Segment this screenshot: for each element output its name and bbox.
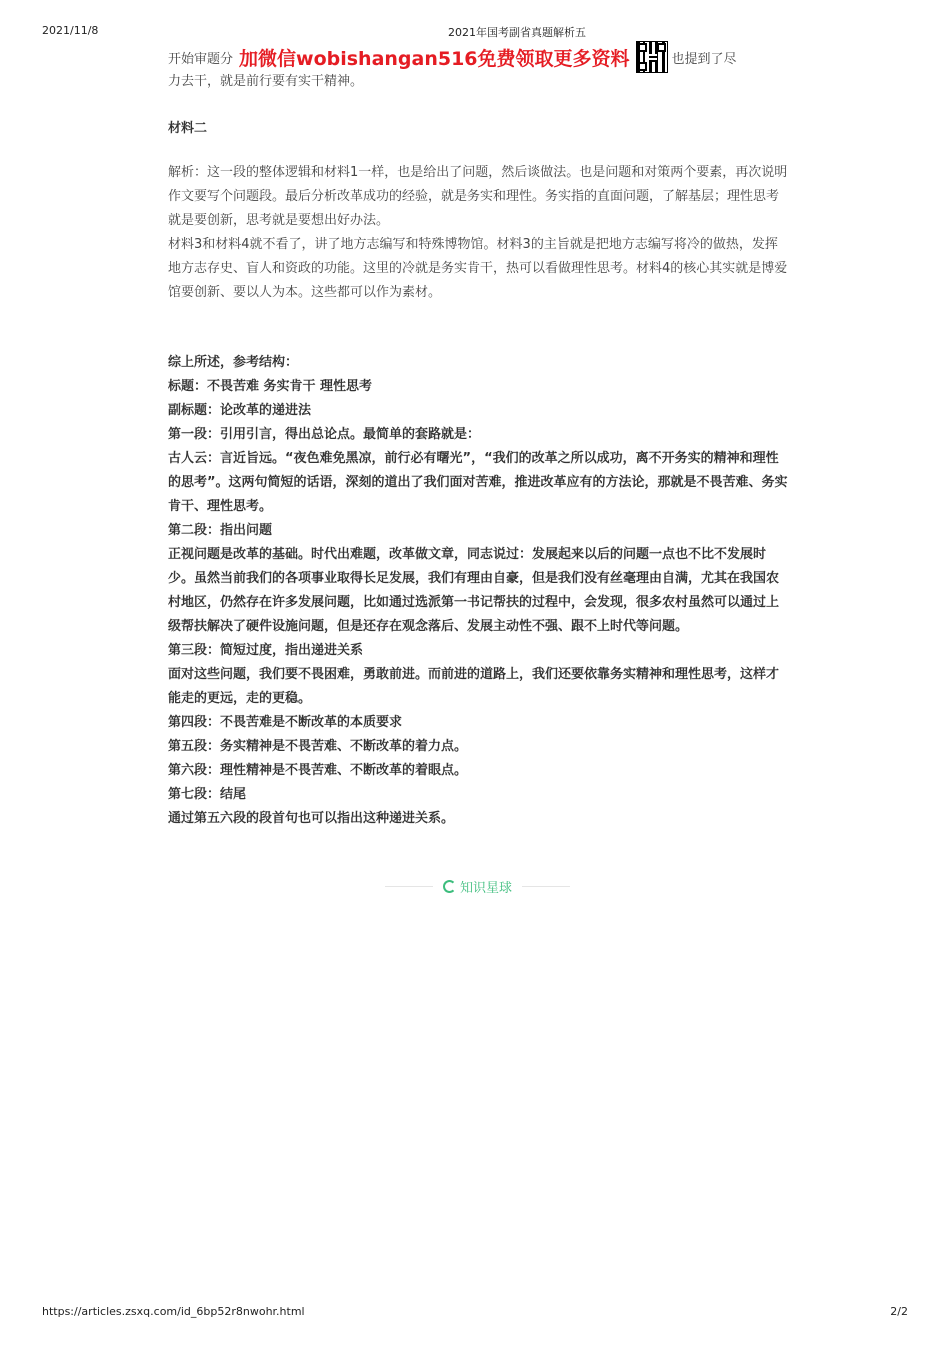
footer-brand: [385, 875, 570, 897]
analysis-paragraph: 材料3和材料4就不看了，讲了地方志编写和特殊博物馆。材料3的主旨就是把地方志编写将冷的做热，发挥地方志存史、盲人和资政的功能。这里的冷就是务实肯干，热可以看做理性思考。材料4的核心其实就是博爱馆要创新、要以人为本。这些都可以作为素材。: [168, 237, 788, 300]
page-number: 2/2: [890, 1305, 908, 1318]
article-content: [168, 44, 788, 831]
divider: [522, 886, 570, 887]
structure-line: 综上所述，参考结构：: [168, 355, 299, 370]
structure-line: 古人云：言近旨远。“夜色难免黑凉，前行必有曙光”，“我们的改革之所以成功，离不开务实的精神和理性的思考”。这两句简短的话语，深刻的道出了我们面对苦难，推进改革应有的方法论，那就是不畏苦难、务实肯干、理性思考。: [168, 451, 788, 514]
structure-line: 通过第五六段的段首句也可以指出这种递进关系。: [168, 811, 455, 826]
header-date: 2021/11/8: [42, 24, 99, 37]
structure-line: 第一段：引用引言，得出总论点。最简单的套路就是：: [168, 427, 481, 442]
structure-line: 面对这些问题，我们要不畏困难，勇敢前进。而前进的道路上，我们还要依靠务实精神和理性思考，这样才能走的更远，走的更稳。: [168, 667, 780, 706]
structure-line: 第六段：理性精神是不畏苦难、不断改革的着眼点。: [168, 763, 468, 778]
watermark-text: 加微信wobishangan516免费领取更多资料: [239, 47, 630, 70]
structure-line: 第五段：务实精神是不畏苦难、不断改革的着力点。: [168, 739, 468, 754]
header-title: 2021年国考副省真题解析五: [448, 26, 586, 39]
zsxq-logo-icon: [443, 880, 456, 893]
structure-line: 第四段：不畏苦难是不断改革的本质要求: [168, 715, 403, 730]
qr-code-icon: [636, 41, 668, 73]
divider: [385, 886, 433, 887]
structure-line: 标题：不畏苦难 务实肯干 理性思考: [168, 379, 373, 394]
first-line: [168, 44, 788, 70]
footer-url: https://articles.zsxq.com/id_6bp52r8nwohr.html: [42, 1305, 305, 1318]
structure-line: 第二段：指出问题: [168, 523, 273, 538]
analysis-paragraph: 解析：这一段的整体逻辑和材料1一样，也是给出了问题，然后谈做法。也是问题和对策两个要素，再次说明作文要写个问题段。最后分析改革成功的经验，就是务实和理性。务实指的直面问题，了解基层；理性思考就是要创新，思考就是要想出好办法。: [168, 165, 788, 228]
structure-line: 第三段：简短过度，指出递进关系: [168, 643, 364, 658]
structure-line: 第七段：结尾: [168, 787, 247, 802]
section-title: 材料二: [168, 121, 208, 136]
paragraph-continuation: 力去干，就是前行要有实干精神。: [168, 74, 364, 89]
first-line-before: 开始审题分: [168, 51, 234, 67]
brand-link[interactable]: [443, 877, 512, 896]
first-line-after: 也提到了尽: [671, 51, 737, 67]
structure-line: 副标题：论改革的递进法: [168, 403, 312, 418]
brand-name: 知识星球: [460, 880, 513, 896]
structure-line: 正视问题是改革的基础。时代出难题，改革做文章，同志说过：发展起来以后的问题一点也不比不发展时少。虽然当前我们的各项事业取得长足发展，我们有理由自豪，但是我们没有丝毫理由自满，尤其在我国农村地区，仍然存在许多发展问题，比如通过选派第一书记帮扶的过程中，会发现，很多农村虽然可以通过上级帮扶解决了硬件设施问题，但是还存在观念落后、发展主动性不强、跟不上时代等问题。: [168, 547, 780, 634]
